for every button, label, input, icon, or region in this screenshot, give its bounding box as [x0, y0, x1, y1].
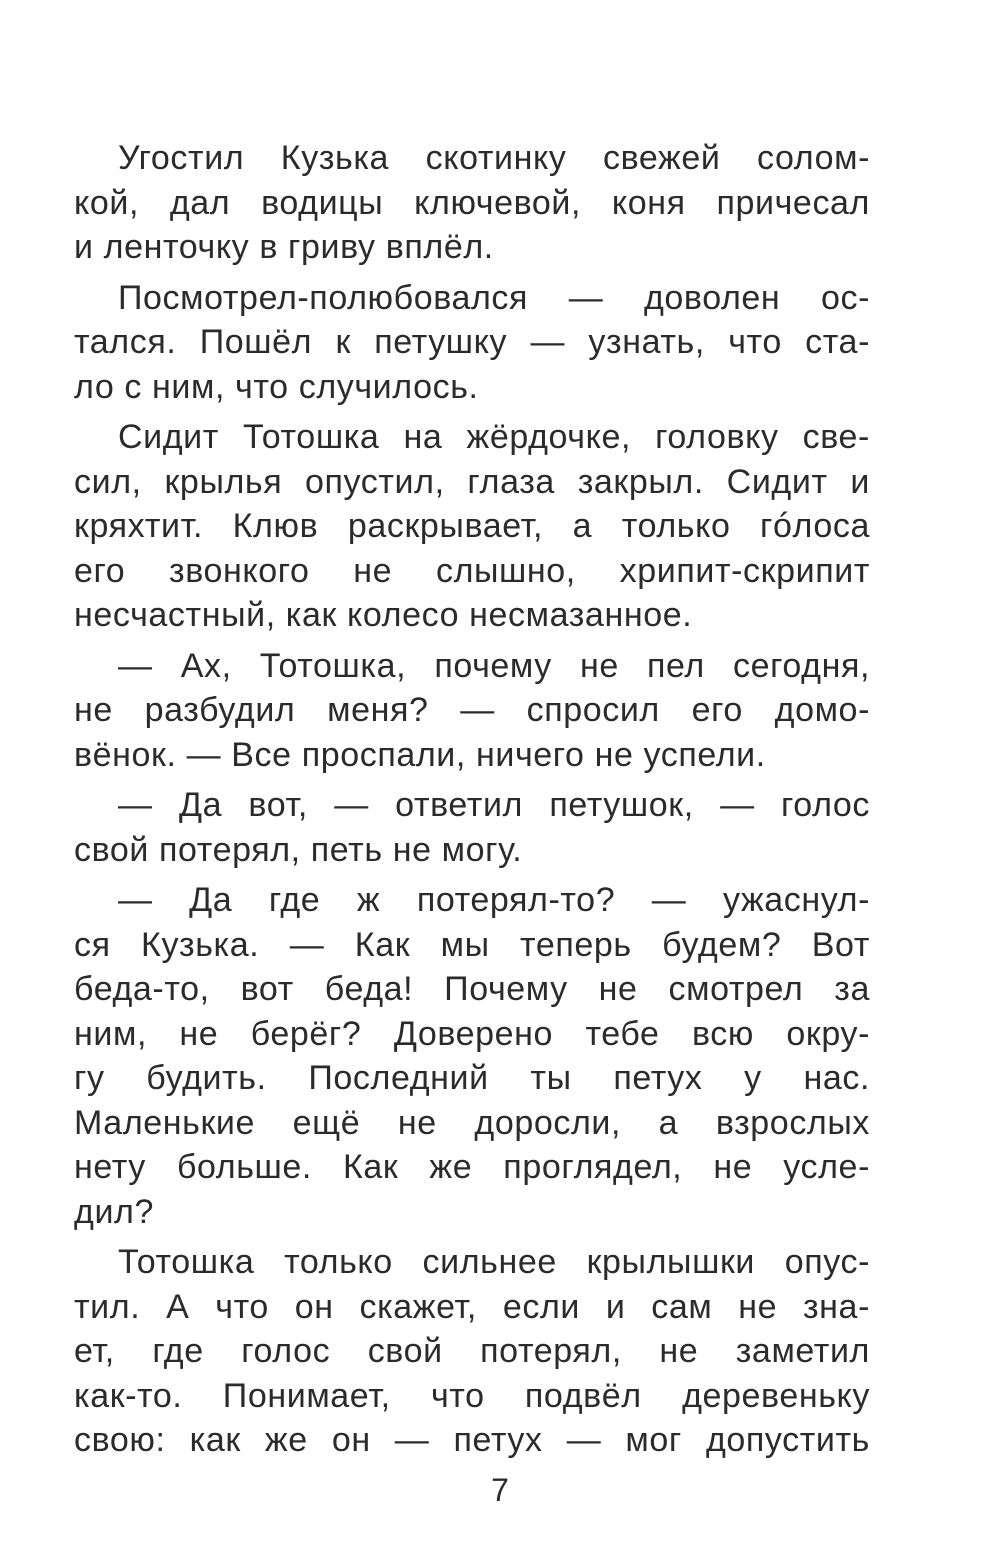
text-line: не разбудил меня? — спросил его домо- [74, 691, 870, 729]
text-line: свой потерял, петь не могу. [74, 830, 523, 869]
text-line: Маленькие ещё не доросли, а взрослых [74, 1103, 870, 1142]
text-line: свою: как же он — петух — мог допустить [74, 1421, 870, 1459]
text-line: и ленточку в гриву вплёл. [74, 228, 494, 266]
text-line: несчастный, как колесо несмазанное. [74, 596, 693, 634]
text-line: тил. А что он скажет, если и сам не зна- [74, 1287, 870, 1326]
text-line: — Да вот, — ответил петушок, — голос [118, 786, 870, 824]
text-line: дил? [74, 1192, 154, 1231]
text-line: беда-то, вот беда! Почему не смотрел за [74, 970, 870, 1008]
body-text [74, 136, 870, 1469]
paragraph [74, 878, 870, 1234]
text-line: ним, не берёг? Доверено тебе всю окру- [74, 1014, 870, 1053]
paragraph [74, 136, 870, 270]
text-line: нету больше. Как же проглядел, не усле- [74, 1148, 870, 1186]
text-line: его звонкого не слышно, хрипит-скрипит [74, 551, 870, 590]
paragraph [74, 415, 870, 638]
paragraph [74, 276, 870, 410]
text-line: Сидит Тотошка на жёрдочке, головку све- [118, 418, 870, 456]
page-number: 7 [491, 1472, 509, 1508]
text-line: — Ах, Тотошка, почему не пел сегодня, [118, 646, 870, 685]
text-line: тался. Пошёл к петушку — узнать, что ста- [74, 323, 870, 361]
text-line: кой, дал водицы ключевой, коня причесал [74, 183, 870, 222]
text-line: ет, где голос свой потерял, не заметил [74, 1332, 870, 1370]
paragraph [74, 783, 870, 872]
text-line: — Да где ж потерял-то? — ужаснул- [118, 881, 870, 919]
text-line: кряхтит. Клюв раскрывает, а только гóлоса [74, 507, 870, 545]
text-line: Тотошка только сильнее крылышки опус- [118, 1243, 870, 1281]
text-line: сил, крылья опустил, глаза закрыл. Сидит и [74, 462, 870, 501]
text-line: ло с ним, что случилось. [74, 367, 479, 406]
text-line: ся Кузька. — Как мы теперь будем? Вот [74, 925, 870, 964]
text-line: гу будить. Последний ты петух у нас. [74, 1059, 870, 1097]
text-line: вёнок. — Все проспали, ничего не успели. [74, 735, 766, 774]
text-line: Угостил Кузька скотинку свежей солом- [118, 139, 870, 177]
text-line: как-то. Понимает, что подвёл деревеньку [74, 1376, 870, 1415]
paragraph [74, 1240, 870, 1463]
paragraph [74, 644, 870, 778]
text-line: Посмотрел-полюбовался — доволен ос- [118, 278, 870, 317]
